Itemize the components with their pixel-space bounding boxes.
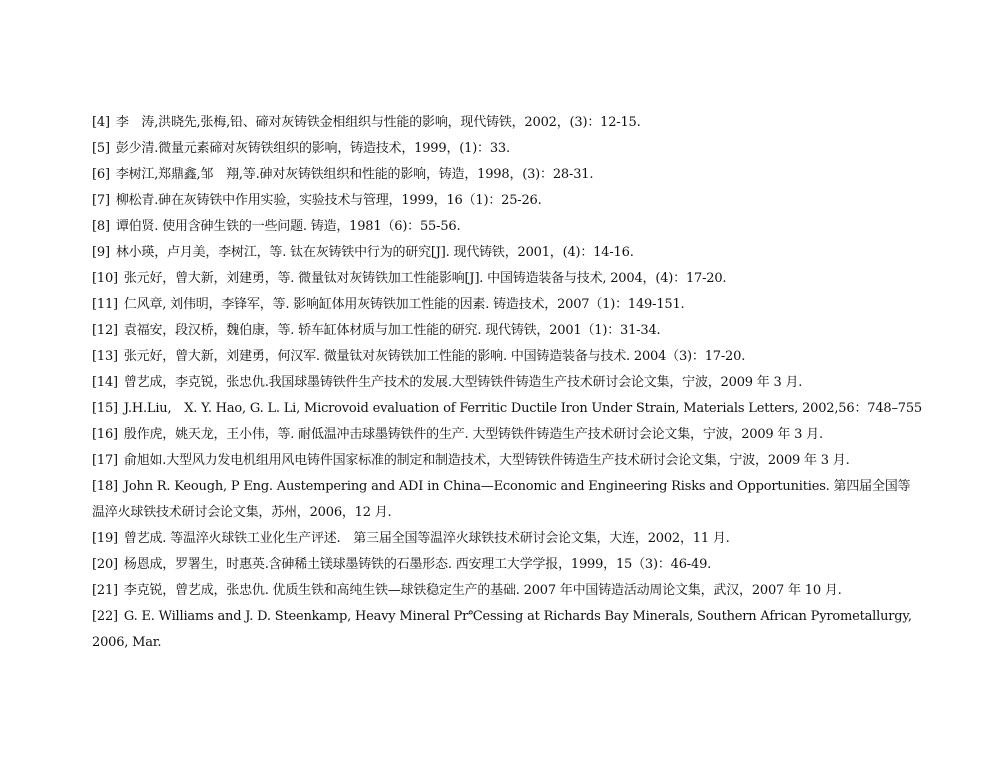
reference-item [92, 240, 922, 266]
reference-text: 曾艺成，李克锐，张忠仇.我国球墨铸铁件生产技术的发展.大型铸铁件铸造生产技术研讨会论文集，宁波，2009 年 3 月. [123, 375, 803, 390]
reference-number: [17] [92, 453, 118, 468]
reference-number: [12] [92, 323, 118, 338]
reference-item [92, 552, 922, 578]
reference-number: [22] [92, 609, 118, 624]
reference-item [92, 266, 922, 292]
reference-text: 李树江,郑鼎鑫,邹 翔,等.砷对灰铸铁组织和性能的影响，铸造，1998，(3)：28-31. [115, 167, 594, 182]
reference-number: [15] [92, 401, 118, 416]
reference-number: [11] [92, 297, 118, 312]
reference-text: 张元好，曾大新，刘建勇，何汉军. 微量钛对灰铸铁加工性能的影响. 中国铸造装备与技术. 2004（3)：17-20. [123, 349, 746, 364]
reference-number: [21] [92, 583, 118, 598]
reference-text: 殷作虎，姚天龙，王小伟，等. 耐低温冲击球墨铸铁件的生产. 大型铸铁件铸造生产技术研讨会论文集，宁波，2009 年 3 月. [123, 427, 823, 442]
reference-text: G. E. Williams and J. D. Steenkamp, Heavy Mineral Pr℃essing at Richards Bay Minerals, Southern African Pyrometallurgy, 2006, Mar. [92, 609, 912, 650]
reference-number: [14] [92, 375, 118, 390]
reference-text: 林小瑛，卢月美，李树江，等. 钛在灰铸铁中行为的研究[J]. 现代铸铁，2001，(4)：14-16. [115, 245, 634, 260]
reference-item [92, 604, 922, 656]
reference-number: [4] [92, 115, 110, 130]
reference-number: [9] [92, 245, 110, 260]
reference-text: 曾艺成. 等温淬火球铁工业化生产评述. 第三届全国等温淬火球铁技术研讨会论文集，大连，2002，11 月. [123, 531, 730, 546]
reference-text: 谭伯贤. 使用含砷生铁的一些问题. 铸造，1981（6)：55-56. [115, 219, 461, 234]
reference-number: [20] [92, 557, 118, 572]
reference-item [92, 474, 922, 526]
reference-text: 仁风章, 刘伟明，李锋军，等. 影响缸体用灰铸铁加工性能的因素. 铸造技术，2007（1)：149-151. [123, 297, 685, 312]
reference-item [92, 188, 922, 214]
reference-number: [6] [92, 167, 110, 182]
reference-item [92, 422, 922, 448]
reference-text: John R. Keough, P Eng. Austempering and ADI in China—Economic and Engineering Risks and Opportunities. 第四届全国等温淬火球铁技术研讨会论文集，苏州，2006，12 月. [92, 479, 911, 520]
reference-text: 俞旭如.大型风力发电机组用风电铸件国家标准的制定和制造技术，大型铸铁件铸造生产技术研讨会论文集，宁波，2009 年 3 月. [123, 453, 850, 468]
reference-item [92, 292, 922, 318]
reference-text: J.H.Liu, X. Y. Hao, G. L. Li, Microvoid evaluation of Ferritic Ductile Iron Under Strain, Materials Letters, 2002,56：748–755 [123, 401, 922, 416]
reference-item [92, 318, 922, 344]
reference-list [92, 110, 922, 656]
reference-text: 李克锐，曾艺成，张忠仇. 优质生铁和高纯生铁—球铁稳定生产的基础. 2007 年中国铸造活动周论文集，武汉，2007 年 10 月. [123, 583, 842, 598]
reference-item [92, 214, 922, 240]
reference-number: [7] [92, 193, 110, 208]
reference-text: 李 涛,洪晓先,张梅,铅、碲对灰铸铁金相组织与性能的影响，现代铸铁，2002，(3)：12-15. [115, 115, 641, 130]
reference-number: [18] [92, 479, 118, 494]
reference-item [92, 396, 922, 422]
reference-text: 袁福安，段汉桥，魏伯康，等. 轿车缸体材质与加工性能的研究. 现代铸铁，2001（1)：31-34. [123, 323, 661, 338]
reference-item [92, 110, 922, 136]
reference-item [92, 162, 922, 188]
reference-number: [19] [92, 531, 118, 546]
reference-text: 杨恩成，罗署生，时惠英.含砷稀土镁球墨铸铁的石墨形态. 西安理工大学学报，1999，15（3)：46-49. [123, 557, 712, 572]
reference-item [92, 578, 922, 604]
reference-number: [5] [92, 141, 110, 156]
reference-text: 彭少清.微量元素碲对灰铸铁组织的影响，铸造技术，1999，(1)：33. [115, 141, 510, 156]
reference-number: [8] [92, 219, 110, 234]
reference-number: [10] [92, 271, 118, 286]
reference-text: 柳松青.砷在灰铸铁中作用实验，实验技术与管理，1999，16（1)：25-26. [115, 193, 542, 208]
reference-item [92, 136, 922, 162]
reference-item [92, 370, 922, 396]
reference-number: [16] [92, 427, 118, 442]
reference-item [92, 344, 922, 370]
reference-text: 张元好，曾大新，刘建勇，等. 微量钛对灰铸铁加工性能影响[J]. 中国铸造装备与技术, 2004，(4)：17-20. [123, 271, 727, 286]
reference-item [92, 526, 922, 552]
reference-number: [13] [92, 349, 118, 364]
reference-item [92, 448, 922, 474]
